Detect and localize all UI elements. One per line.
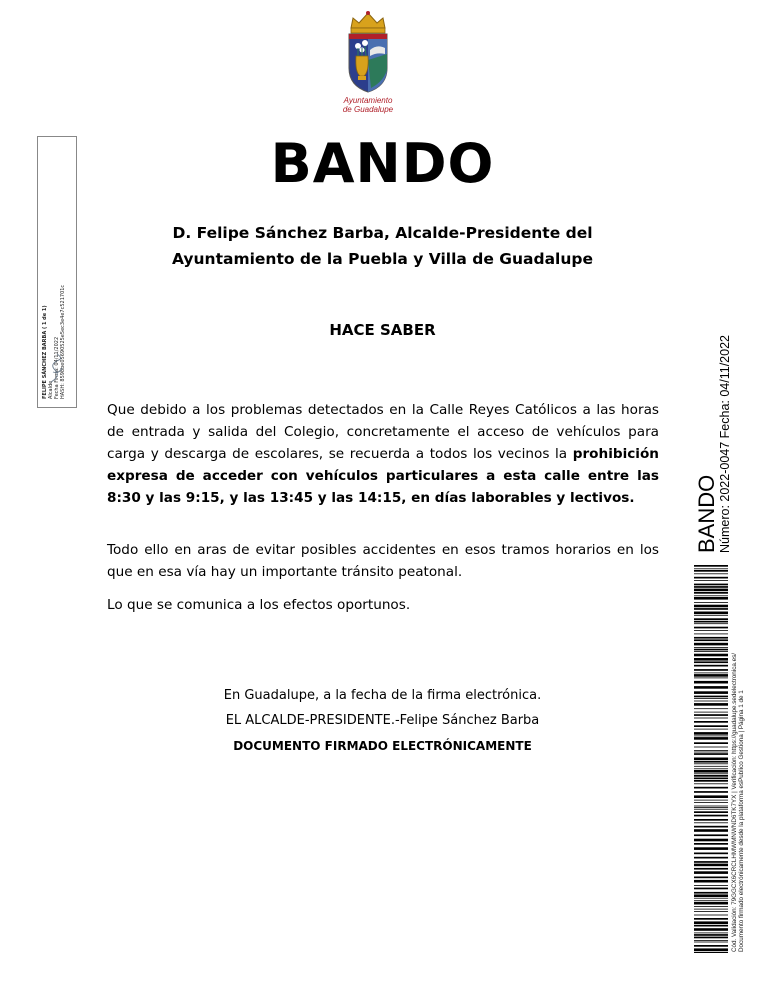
crest-caption-line1: Ayuntamiento xyxy=(343,96,393,105)
barcode-bar xyxy=(694,861,728,863)
barcode-bar xyxy=(694,880,728,883)
barcode-bar xyxy=(694,654,728,657)
signature-box xyxy=(37,136,77,408)
barcode-bar xyxy=(694,868,728,870)
barcode-bar xyxy=(694,802,728,803)
barcode-bar xyxy=(694,647,728,648)
body-paragraph-1 xyxy=(107,399,659,509)
barcode-bar xyxy=(694,952,728,953)
barcode-bar xyxy=(694,822,728,823)
barcode-bar xyxy=(694,877,728,879)
handwritten-signature-icon xyxy=(47,352,67,386)
barcode-bar xyxy=(694,750,728,751)
barcode-bar xyxy=(694,773,728,774)
hace-saber-heading: HACE SABER xyxy=(329,321,436,339)
validation-code-block xyxy=(731,653,745,952)
barcode-bar xyxy=(694,696,728,698)
validation-code: Cód. Validación: 79GGCX6CRCLHMWMNWND6TK7YX | Verificación: https://guadalupe.sedelectronica.es/ xyxy=(731,652,738,952)
barcode-bar xyxy=(694,809,728,810)
barcode-bar xyxy=(694,948,728,951)
barcode-bar xyxy=(694,580,728,581)
barcode-bar xyxy=(694,729,728,730)
barcode-bar xyxy=(694,945,728,947)
barcode-bar xyxy=(694,834,728,836)
barcode-bar xyxy=(694,736,728,737)
barcode-bar xyxy=(694,608,728,610)
barcode-bar xyxy=(694,678,728,679)
barcode-bar xyxy=(694,902,728,905)
barcode-bar xyxy=(694,623,728,624)
barcode-bar xyxy=(694,686,728,689)
barcode-bar xyxy=(694,714,728,716)
barcode-bar xyxy=(694,909,728,910)
barcode-bar xyxy=(694,766,728,767)
issuer-line1: D. Felipe Sánchez Barba, Alcalde-Presidente del xyxy=(172,224,593,242)
barcode-bar xyxy=(694,775,728,777)
issuer-line2: Ayuntamiento de la Puebla y Villa de Guadalupe xyxy=(171,250,594,268)
barcode-bar xyxy=(694,795,728,798)
barcode-bar xyxy=(694,911,728,912)
barcode-bar xyxy=(694,783,728,784)
barcode-bar xyxy=(694,712,728,713)
body-paragraph-2: Todo ello en aras de evitar posibles accidentes en esos tramos horarios en los que en esa vía hay un importante tránsito peatonal. xyxy=(107,542,659,580)
platform-notice: Documento firmado electrónicamente desde la plataforma esPublico Gestiona | Página 1 de 1 xyxy=(738,690,745,952)
barcode-bar xyxy=(694,815,728,817)
barcode-bar xyxy=(694,928,728,931)
barcode-bar xyxy=(694,871,728,874)
barcode-bar xyxy=(694,819,728,821)
barcode-bar xyxy=(694,937,728,939)
barcode-bar xyxy=(694,592,728,594)
barcode-bar xyxy=(694,763,728,764)
barcode-bar xyxy=(694,933,728,934)
municipal-crest xyxy=(333,10,403,118)
signature-hash: HASH: 8598be05690525e5ec3e4e7c521701c xyxy=(60,284,66,399)
barcode-bar xyxy=(694,637,728,639)
barcode-bar xyxy=(694,669,728,671)
barcode-bar xyxy=(694,589,728,592)
barcode-bar xyxy=(694,742,728,744)
barcode-bar xyxy=(694,940,728,941)
barcode-bar xyxy=(694,753,728,755)
barcode-bar xyxy=(694,925,728,927)
barcode-bar xyxy=(694,605,728,608)
barcode-bar xyxy=(694,615,728,616)
barcode-bar xyxy=(694,800,728,801)
barcode-bar xyxy=(694,721,728,723)
issuer-block xyxy=(0,220,765,272)
coat-of-arms-icon xyxy=(343,10,393,96)
barcode-bar xyxy=(694,791,728,793)
barcode-bar xyxy=(694,630,728,631)
barcode-bar xyxy=(694,853,728,855)
side-number-date: Número: 2022-0047 Fecha: 04/11/2022 xyxy=(718,335,732,553)
barcode-bar xyxy=(694,708,728,709)
barcode-bar xyxy=(694,857,728,859)
barcode-bar xyxy=(694,770,728,773)
signature-date: Fecha Firma: 04/11/2022 xyxy=(54,336,60,399)
barcode-bar xyxy=(694,847,728,850)
barcode-bar xyxy=(694,703,728,706)
barcode-bar xyxy=(694,752,728,753)
closing-place-date: En Guadalupe, a la fecha de la firma electrónica. xyxy=(223,688,542,703)
barcode-bar xyxy=(694,761,728,763)
barcode-bar xyxy=(694,900,728,901)
barcode-bar xyxy=(694,661,728,663)
barcode-bar xyxy=(694,725,728,727)
signer-name: FELIPE SÁNCHEZ BARBA ( 1 de 1) xyxy=(42,305,48,399)
barcode-bar xyxy=(694,843,728,845)
barcode-bar xyxy=(694,864,728,867)
barcode-bar xyxy=(694,691,728,694)
barcode-bar xyxy=(694,718,728,719)
barcode-bar xyxy=(694,806,728,807)
body-paragraph-1-bold: prohibición expresa de acceder con vehículos particulares a esta calle entre las 8:30 y las 9:15, y las 13:45 y las 14:15, en días laborables y lectivos. xyxy=(107,446,659,506)
barcode-bar xyxy=(694,565,728,567)
barcode-bar xyxy=(694,658,728,661)
crest-caption-line2: de Guadalupe xyxy=(342,105,394,114)
barcode-bar xyxy=(694,681,728,684)
barcode-bar xyxy=(694,595,728,596)
electronic-signature-notice: DOCUMENTO FIRMADO ELECTRÓNICAMENTE xyxy=(233,739,532,753)
barcode-bar xyxy=(694,894,728,897)
barcode-bar xyxy=(694,780,728,782)
barcode-bar xyxy=(694,673,728,674)
body-paragraph-3: Lo que se comunica a los efectos oportunos. xyxy=(107,597,411,613)
barcode-bar xyxy=(694,811,728,813)
barcode-bar xyxy=(694,918,728,920)
barcode-bar xyxy=(694,921,728,924)
barcode-bar xyxy=(694,807,728,808)
barcode-bar xyxy=(694,573,728,574)
barcode-bar xyxy=(694,698,728,699)
side-doc-type: BANDO xyxy=(694,474,719,553)
barcode-bar xyxy=(694,732,728,735)
signer-role: Alcalde xyxy=(48,380,54,399)
validation-barcode xyxy=(694,565,728,953)
barcode-bar xyxy=(694,577,728,579)
barcode-bar xyxy=(694,934,728,936)
barcode-bar xyxy=(694,885,728,886)
barcode-bar xyxy=(694,892,728,894)
barcode-bar xyxy=(694,906,728,907)
barcode-bar xyxy=(694,584,728,586)
barcode-bar xyxy=(694,787,728,789)
barcode-bar xyxy=(694,651,728,652)
barcode-bar xyxy=(694,915,728,916)
barcode-bar xyxy=(694,839,728,842)
barcode-bar xyxy=(694,570,728,572)
body-paragraph-1-text: Que debido a los problemas detectados en la Calle Reyes Católicos a las horas de entrada y salida del Colegio, concretamente el acceso de vehículos para carga y descarga de escolares, se recuerda a todos los vecinos la xyxy=(107,402,659,462)
barcode-bar xyxy=(694,586,728,588)
barcode-bar xyxy=(694,627,728,629)
barcode-bar xyxy=(694,768,728,769)
barcode-bar xyxy=(694,942,728,943)
barcode-bar xyxy=(694,758,728,761)
barcode-bar xyxy=(694,888,728,890)
barcode-bar xyxy=(694,829,728,832)
barcode-bar xyxy=(694,612,728,615)
barcode-bar xyxy=(694,898,728,899)
barcode-bar xyxy=(694,747,728,748)
barcode-bar xyxy=(694,649,728,651)
barcode-bar xyxy=(694,778,728,780)
barcode-bar xyxy=(694,621,728,623)
document-title: BANDO xyxy=(270,132,495,195)
barcode-bar xyxy=(694,568,728,569)
barcode-bar xyxy=(694,602,728,603)
barcode-bar xyxy=(694,634,728,635)
barcode-bar xyxy=(694,618,728,620)
barcode-bar xyxy=(694,701,728,702)
barcode-bar xyxy=(694,639,728,641)
closing-signatory: EL ALCALDE-PRESIDENTE.-Felipe Sánchez Barba xyxy=(225,713,540,728)
barcode-bar xyxy=(694,643,728,646)
barcode-bar xyxy=(694,674,728,677)
barcode-bar xyxy=(694,665,728,667)
barcode-bar xyxy=(694,737,728,740)
barcode-bar xyxy=(694,826,728,828)
barcode-bar xyxy=(694,597,728,600)
